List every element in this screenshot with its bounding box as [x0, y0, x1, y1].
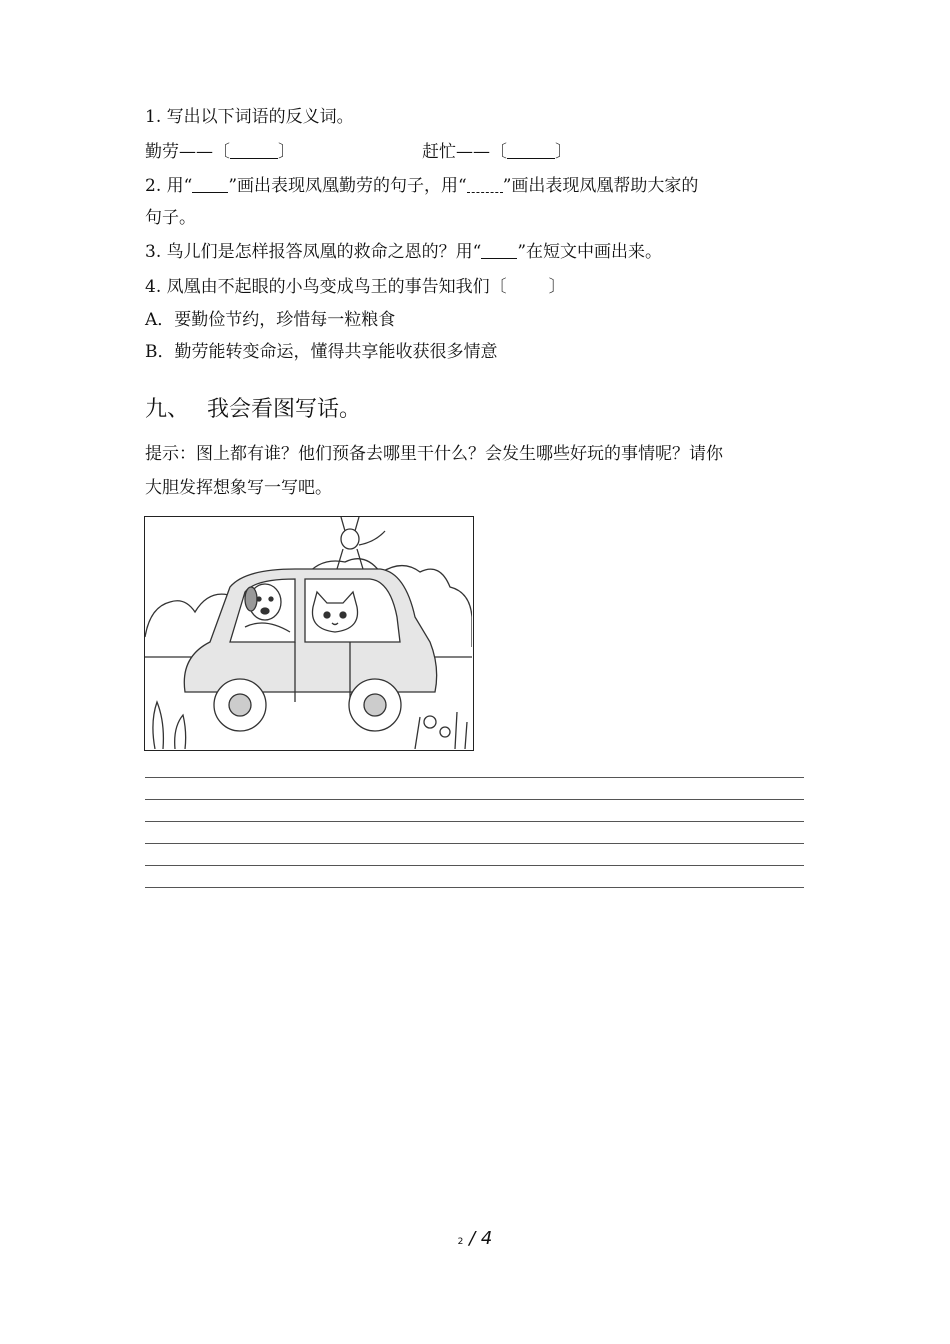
antonym-item-2: 赶忙——〔 〕	[422, 142, 572, 162]
writing-line[interactable]	[145, 843, 804, 844]
writing-line[interactable]	[145, 777, 804, 778]
writing-line[interactable]	[145, 799, 804, 800]
answer-blank[interactable]	[507, 142, 555, 159]
question-2: 2. 用“ ”画出表现凤凰勤劳的句子，用“ ”画出表现凤凰帮助大家的	[145, 176, 699, 196]
answer-blank[interactable]	[230, 142, 278, 159]
option-b: B．勤劳能转变命运，懂得共享能收获很多情意	[145, 342, 498, 362]
car-drawing	[145, 517, 472, 749]
section-9-heading: 九、 我会看图写话。	[145, 397, 362, 422]
hint-line-1: 提示：图上都有谁？他们预备去哪里干什么？会发生哪些好玩的事情呢？请你	[145, 444, 723, 464]
writing-line[interactable]	[145, 865, 804, 866]
writing-line[interactable]	[145, 821, 804, 822]
question-1: 1. 写出以下词语的反义词。	[145, 107, 354, 127]
hint-line-2: 大胆发挥想象写一写吧。	[145, 478, 332, 498]
question-3: 3. 鸟儿们是怎样报答凤凰的救命之恩的？用“ ”在短文中画出来。	[145, 242, 663, 262]
antonym-item-1: 勤劳——〔 〕	[145, 142, 295, 162]
wavy-underline-blank	[467, 176, 503, 193]
car-illustration	[144, 516, 474, 751]
question-4: 4. 凤凰由不起眼的小鸟变成鸟王的事告知我们〔 〕	[145, 277, 566, 297]
page-number: 2 / 4	[457, 1228, 493, 1249]
option-a: A．要勤俭节约，珍惜每一粒粮食	[145, 310, 396, 330]
writing-line[interactable]	[145, 887, 804, 888]
question-2-continued: 句子。	[145, 208, 196, 228]
underline-style-blank	[481, 242, 517, 259]
underline-style-blank	[192, 176, 228, 193]
